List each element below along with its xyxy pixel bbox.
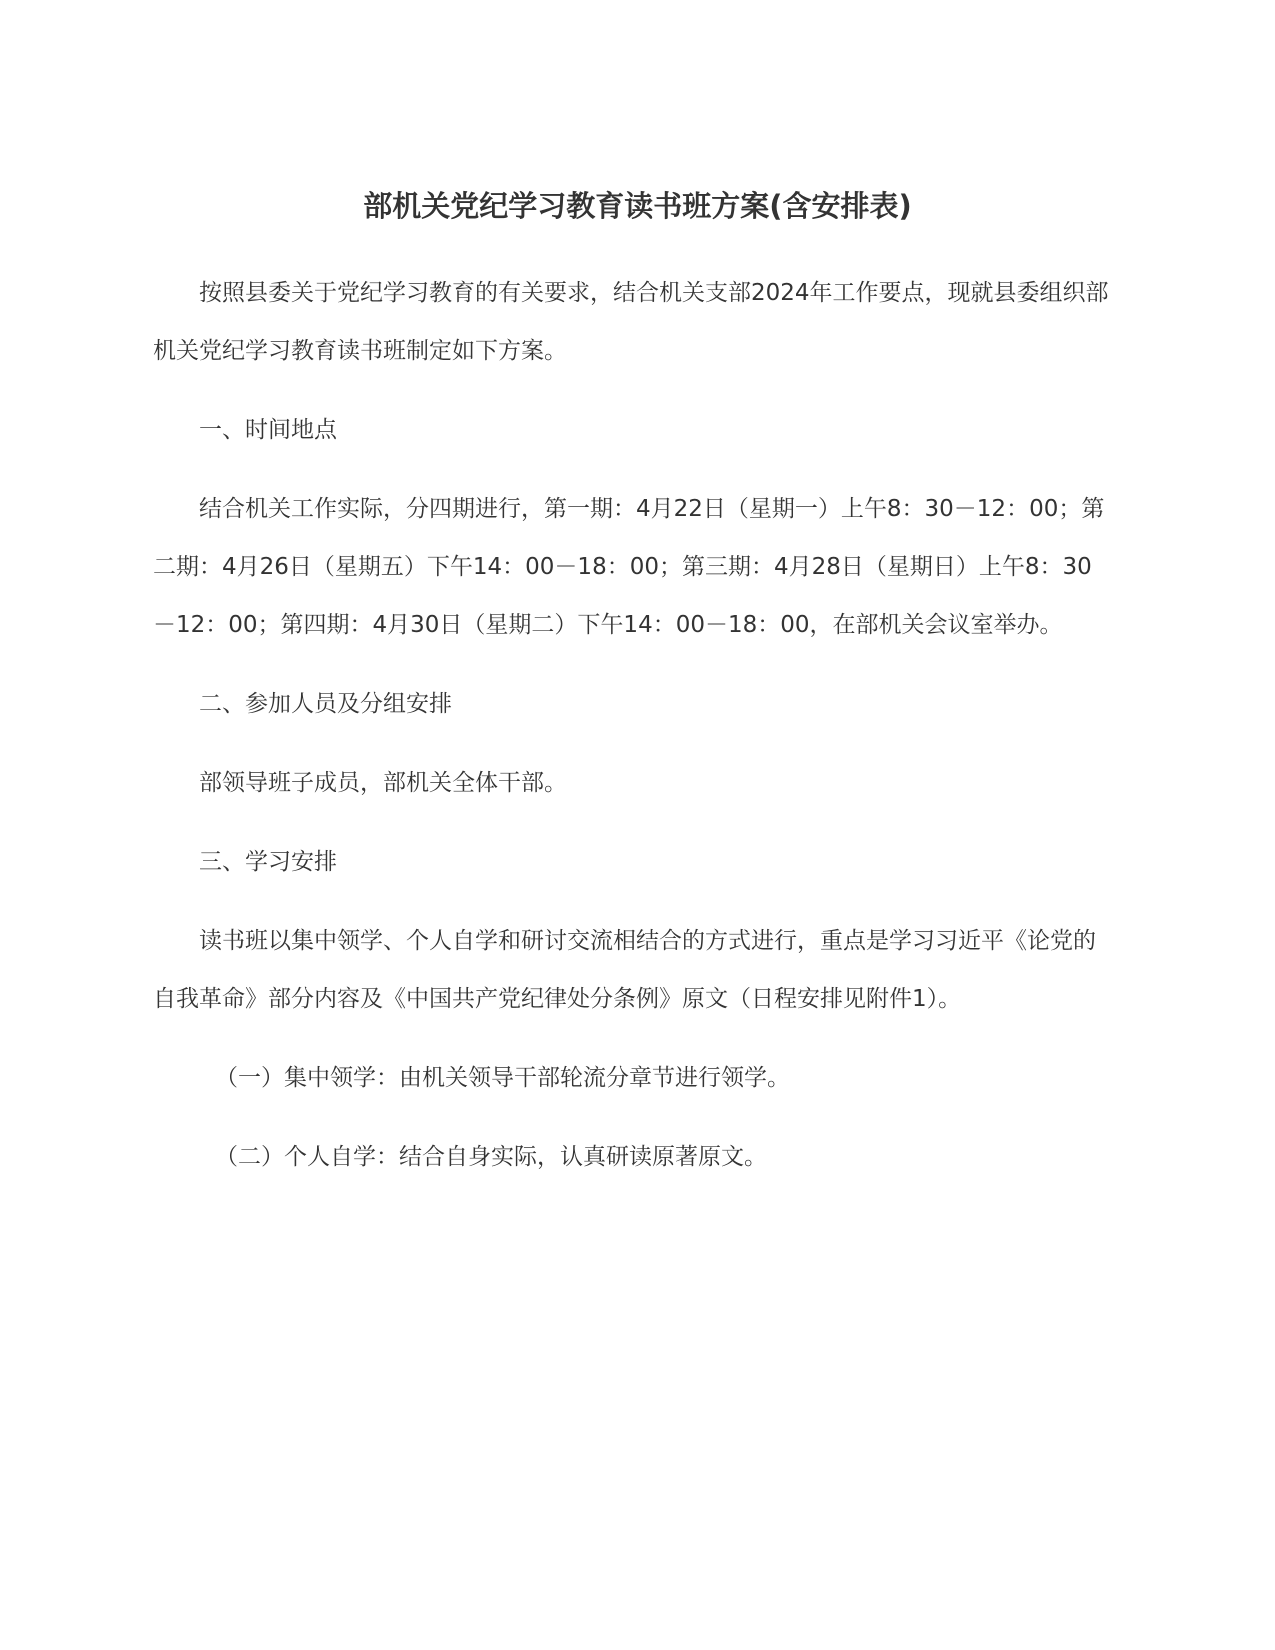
document-title: 部机关党纪学习教育读书班方案(含安排表) <box>363 189 912 223</box>
document-body <box>153 264 1113 1207</box>
section-heading-time-location: 一、时间地点 <box>199 417 337 443</box>
schedule-paragraph: 结合机关工作实际，分四期进行，第一期：4月22日（星期一）上午8：30－12：00；第二期：4月26日（星期五）下午14：00－18：00；第三期：4月28日（星期日）上午8：30－12：00；第四期：4月30日（星期二）下午14：00－18：00，在部机关会议室举办。 <box>153 496 1105 638</box>
study-arrangement-paragraph: 读书班以集中领学、个人自学和研讨交流相结合的方式进行，重点是学习习近平《论党的自我革命》部分内容及《中国共产党纪律处分条例》原文（日程安排见附件1）。 <box>153 928 1096 1012</box>
sub-item-collective-study: （一）集中领学：由机关领导干部轮流分章节进行领学。 <box>215 1065 790 1091</box>
sub-item-self-study: （二）个人自学：结合自身实际，认真研读原著原文。 <box>215 1144 767 1170</box>
section-heading-study-arrangement: 三、学习安排 <box>199 849 337 875</box>
section-heading-participants: 二、参加人员及分组安排 <box>199 691 452 717</box>
intro-paragraph: 按照县委关于党纪学习教育的有关要求，结合机关支部2024年工作要点，现就县委组织部机关党纪学习教育读书班制定如下方案。 <box>153 280 1109 364</box>
participants-paragraph: 部领导班子成员，部机关全体干部。 <box>199 770 567 796</box>
